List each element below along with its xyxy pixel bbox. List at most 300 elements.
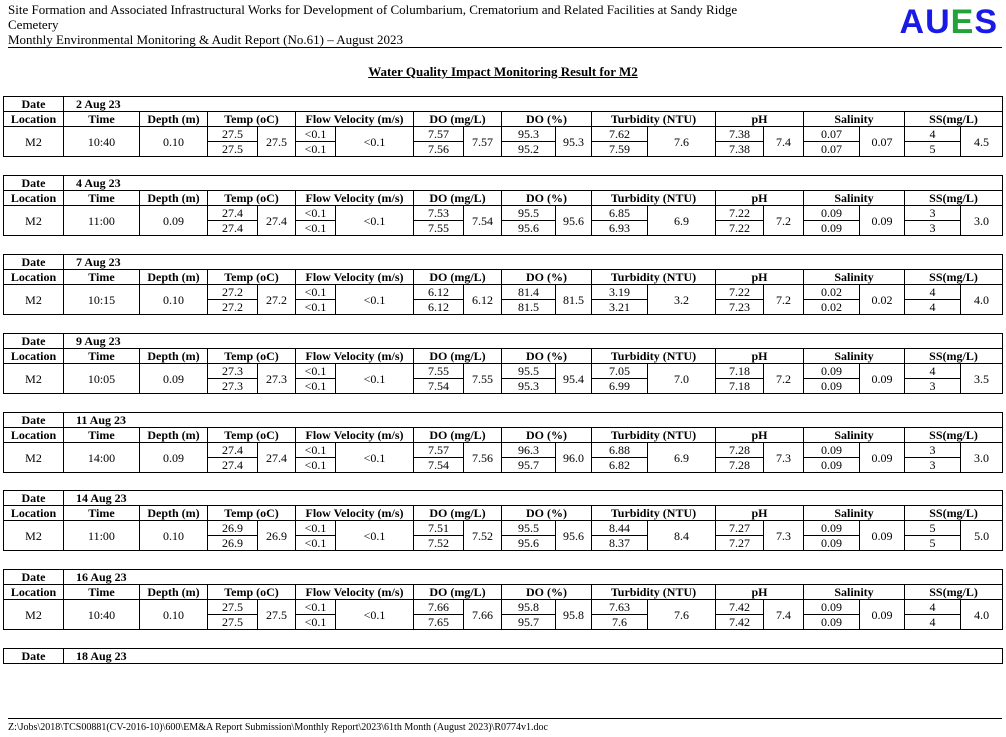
header-temp: Temp (oC) [208,585,296,600]
header-sal: Salinity [804,112,905,127]
turbidity-reading-2: 7.59 [592,142,648,157]
salinity-average: 0.07 [860,127,905,157]
header-temp: Temp (oC) [208,270,296,285]
do-mg-reading-1: 7.66 [414,600,464,615]
monitoring-record-partial [3,648,1003,664]
ph-reading-2: 7.18 [716,379,764,394]
header-do_pct: DO (%) [502,112,592,127]
do-mg-average: 7.57 [464,127,502,157]
ph-average: 7.4 [764,127,804,157]
flow-reading-2: <0.1 [296,379,336,394]
temp-average: 27.4 [258,443,296,473]
salinity-reading-2: 0.09 [804,221,860,236]
ss-reading-1: 3 [905,443,961,458]
ph-average: 7.2 [764,285,804,315]
do-mg-reading-1: 7.57 [414,443,464,458]
turbidity-reading-1: 7.62 [592,127,648,142]
record-date: 14 Aug 23 [64,491,1003,506]
logo-letter: E [950,3,975,41]
ss-reading-1: 4 [905,364,961,379]
header-location: Location [4,585,64,600]
logo-letter: A [899,3,926,41]
header-flow: Flow Velocity (m/s) [296,585,414,600]
turbidity-reading-1: 6.85 [592,206,648,221]
turbidity-reading-2: 7.6 [592,615,648,630]
turbidity-reading-1: 6.88 [592,443,648,458]
turbidity-average: 7.0 [648,364,716,394]
header-time: Time [64,191,140,206]
depth-value: 0.10 [140,285,208,315]
header-ss: SS(mg/L) [905,191,1003,206]
header-depth: Depth (m) [140,585,208,600]
flow-reading-2: <0.1 [296,458,336,473]
ss-reading-1: 3 [905,206,961,221]
flow-reading-2: <0.1 [296,536,336,551]
header-turb: Turbidity (NTU) [592,191,716,206]
header-ph: pH [716,349,804,364]
ss-reading-2: 4 [905,615,961,630]
temp-reading-1: 27.3 [208,364,258,379]
record-date: 18 Aug 23 [64,649,1003,664]
do-pct-reading-2: 95.6 [502,536,556,551]
header-turb: Turbidity (NTU) [592,428,716,443]
header-do_mg: DO (mg/L) [414,191,502,206]
header-ph: pH [716,112,804,127]
time-value: 10:15 [64,285,140,315]
ph-reading-2: 7.42 [716,615,764,630]
do-pct-average: 95.6 [556,206,592,236]
header-do_pct: DO (%) [502,506,592,521]
do-pct-reading-1: 96.3 [502,443,556,458]
time-value: 10:40 [64,127,140,157]
do-mg-reading-1: 7.51 [414,521,464,536]
header-location: Location [4,270,64,285]
monitoring-record [3,254,1003,315]
record-date: 7 Aug 23 [64,255,1003,270]
do-mg-reading-2: 6.12 [414,300,464,315]
depth-value: 0.09 [140,206,208,236]
ph-reading-2: 7.27 [716,536,764,551]
ph-average: 7.3 [764,521,804,551]
salinity-reading-1: 0.09 [804,443,860,458]
salinity-reading-1: 0.09 [804,364,860,379]
turbidity-reading-1: 7.05 [592,364,648,379]
do-mg-reading-2: 7.54 [414,379,464,394]
depth-value: 0.09 [140,443,208,473]
salinity-reading-1: 0.09 [804,521,860,536]
header-sal: Salinity [804,191,905,206]
header-sal: Salinity [804,270,905,285]
record-date: 16 Aug 23 [64,570,1003,585]
ph-reading-1: 7.28 [716,443,764,458]
header-time: Time [64,112,140,127]
header-location: Location [4,191,64,206]
turbidity-average: 8.4 [648,521,716,551]
flow-reading-1: <0.1 [296,521,336,536]
time-value: 11:00 [64,521,140,551]
header-depth: Depth (m) [140,191,208,206]
ph-reading-1: 7.22 [716,285,764,300]
logo-letter: U [925,3,951,41]
record-date: 11 Aug 23 [64,413,1003,428]
ss-reading-2: 3 [905,221,961,236]
time-value: 10:05 [64,364,140,394]
depth-value: 0.10 [140,521,208,551]
temp-average: 26.9 [258,521,296,551]
monitoring-record [3,412,1003,473]
ss-average: 4.0 [961,285,1003,315]
header-do_pct: DO (%) [502,428,592,443]
salinity-average: 0.09 [860,443,905,473]
ph-reading-1: 7.18 [716,364,764,379]
ph-reading-1: 7.42 [716,600,764,615]
temp-reading-2: 27.5 [208,142,258,157]
do-mg-reading-1: 6.12 [414,285,464,300]
header-date: Date [4,334,64,349]
temp-reading-2: 26.9 [208,536,258,551]
record-date: 4 Aug 23 [64,176,1003,191]
header-date: Date [4,491,64,506]
header-ph: pH [716,428,804,443]
do-pct-average: 95.8 [556,600,592,630]
flow-average: <0.1 [336,285,414,315]
header-divider [8,47,1002,48]
header-do_mg: DO (mg/L) [414,349,502,364]
temp-reading-1: 27.2 [208,285,258,300]
header-turb: Turbidity (NTU) [592,506,716,521]
header-do_pct: DO (%) [502,270,592,285]
do-mg-average: 6.12 [464,285,502,315]
header-ph: pH [716,506,804,521]
header-ss: SS(mg/L) [905,585,1003,600]
header-turb: Turbidity (NTU) [592,112,716,127]
temp-reading-2: 27.2 [208,300,258,315]
turbidity-reading-2: 3.21 [592,300,648,315]
ph-average: 7.3 [764,443,804,473]
ph-reading-1: 7.27 [716,521,764,536]
header-date: Date [4,649,64,664]
monitoring-record [3,490,1003,551]
header-do_mg: DO (mg/L) [414,428,502,443]
header-turb: Turbidity (NTU) [592,349,716,364]
location-value: M2 [4,521,64,551]
ss-reading-1: 4 [905,285,961,300]
header-location: Location [4,112,64,127]
ph-reading-2: 7.28 [716,458,764,473]
flow-reading-1: <0.1 [296,600,336,615]
temp-average: 27.5 [258,600,296,630]
do-mg-reading-1: 7.55 [414,364,464,379]
header-date: Date [4,97,64,112]
do-mg-average: 7.55 [464,364,502,394]
do-pct-reading-2: 95.7 [502,615,556,630]
header-depth: Depth (m) [140,349,208,364]
header-location: Location [4,349,64,364]
ph-average: 7.4 [764,600,804,630]
flow-reading-2: <0.1 [296,221,336,236]
header-ph: pH [716,585,804,600]
ss-average: 3.0 [961,206,1003,236]
salinity-reading-2: 0.09 [804,536,860,551]
do-mg-average: 7.56 [464,443,502,473]
header-time: Time [64,428,140,443]
ph-reading-1: 7.38 [716,127,764,142]
location-value: M2 [4,285,64,315]
flow-reading-2: <0.1 [296,300,336,315]
project-title-line1: Site Formation and Associated Infrastructural Works for Development of Columbarium, Crematorium and Related Facilities at Sandy Ridge [8,2,738,17]
ph-reading-2: 7.23 [716,300,764,315]
record-date: 2 Aug 23 [64,97,1003,112]
temp-reading-2: 27.5 [208,615,258,630]
header-temp: Temp (oC) [208,191,296,206]
temp-reading-1: 26.9 [208,521,258,536]
ph-reading-2: 7.38 [716,142,764,157]
aues-logo [900,2,999,42]
time-value: 10:40 [64,600,140,630]
flow-average: <0.1 [336,127,414,157]
do-pct-reading-1: 81.4 [502,285,556,300]
temp-reading-1: 27.4 [208,206,258,221]
flow-average: <0.1 [336,443,414,473]
salinity-average: 0.02 [860,285,905,315]
salinity-reading-2: 0.09 [804,379,860,394]
do-mg-reading-2: 7.56 [414,142,464,157]
turbidity-reading-2: 6.93 [592,221,648,236]
header-do_mg: DO (mg/L) [414,506,502,521]
header-temp: Temp (oC) [208,112,296,127]
do-pct-reading-1: 95.5 [502,521,556,536]
do-mg-average: 7.52 [464,521,502,551]
header-do_pct: DO (%) [502,191,592,206]
do-mg-reading-1: 7.53 [414,206,464,221]
turbidity-average: 7.6 [648,127,716,157]
do-pct-reading-2: 95.7 [502,458,556,473]
ss-reading-1: 4 [905,600,961,615]
page-title: Water Quality Impact Monitoring Result for M2 [368,64,638,79]
ph-average: 7.2 [764,364,804,394]
flow-reading-1: <0.1 [296,364,336,379]
ss-average: 3.5 [961,364,1003,394]
header-flow: Flow Velocity (m/s) [296,349,414,364]
salinity-average: 0.09 [860,600,905,630]
turbidity-reading-1: 7.63 [592,600,648,615]
do-pct-reading-1: 95.8 [502,600,556,615]
monitoring-record [3,175,1003,236]
header-depth: Depth (m) [140,428,208,443]
flow-reading-1: <0.1 [296,127,336,142]
turbidity-average: 7.6 [648,600,716,630]
salinity-reading-1: 0.02 [804,285,860,300]
ph-reading-2: 7.22 [716,221,764,236]
ph-average: 7.2 [764,206,804,236]
do-pct-reading-2: 95.6 [502,221,556,236]
salinity-reading-1: 0.07 [804,127,860,142]
temp-reading-2: 27.4 [208,458,258,473]
location-value: M2 [4,600,64,630]
ss-average: 4.0 [961,600,1003,630]
header-time: Time [64,349,140,364]
depth-value: 0.10 [140,600,208,630]
temp-reading-1: 27.5 [208,600,258,615]
header-temp: Temp (oC) [208,506,296,521]
time-value: 11:00 [64,206,140,236]
do-mg-reading-2: 7.52 [414,536,464,551]
ss-average: 4.5 [961,127,1003,157]
flow-average: <0.1 [336,521,414,551]
salinity-reading-1: 0.09 [804,600,860,615]
salinity-reading-2: 0.02 [804,300,860,315]
ss-reading-2: 3 [905,379,961,394]
salinity-reading-2: 0.09 [804,458,860,473]
header-ss: SS(mg/L) [905,112,1003,127]
salinity-reading-1: 0.09 [804,206,860,221]
header-depth: Depth (m) [140,270,208,285]
flow-average: <0.1 [336,206,414,236]
header-do_mg: DO (mg/L) [414,112,502,127]
footer-divider [8,718,1002,719]
header-ss: SS(mg/L) [905,506,1003,521]
header-do_mg: DO (mg/L) [414,585,502,600]
turbidity-reading-2: 6.99 [592,379,648,394]
temp-reading-1: 27.5 [208,127,258,142]
turbidity-average: 3.2 [648,285,716,315]
location-value: M2 [4,206,64,236]
header-ph: pH [716,191,804,206]
flow-reading-1: <0.1 [296,443,336,458]
do-pct-reading-2: 81.5 [502,300,556,315]
header-temp: Temp (oC) [208,428,296,443]
turbidity-reading-2: 8.37 [592,536,648,551]
temp-average: 27.5 [258,127,296,157]
temp-average: 27.2 [258,285,296,315]
ss-reading-2: 5 [905,142,961,157]
header-location: Location [4,428,64,443]
report-header [8,2,868,47]
header-date: Date [4,570,64,585]
location-value: M2 [4,443,64,473]
temp-average: 27.4 [258,206,296,236]
project-title-line2: Cemetery [8,17,59,32]
header-date: Date [4,176,64,191]
header-sal: Salinity [804,585,905,600]
temp-reading-1: 27.4 [208,443,258,458]
turbidity-reading-2: 6.82 [592,458,648,473]
do-mg-average: 7.66 [464,600,502,630]
header-do_pct: DO (%) [502,585,592,600]
header-location: Location [4,506,64,521]
monitoring-record [3,96,1003,157]
turbidity-reading-1: 8.44 [592,521,648,536]
turbidity-average: 6.9 [648,206,716,236]
report-subtitle: Monthly Environmental Monitoring & Audit Report (No.61) – August 2023 [8,32,404,47]
temp-average: 27.3 [258,364,296,394]
header-flow: Flow Velocity (m/s) [296,112,414,127]
do-mg-average: 7.54 [464,206,502,236]
header-time: Time [64,270,140,285]
do-mg-reading-2: 7.55 [414,221,464,236]
do-pct-average: 96.0 [556,443,592,473]
turbidity-average: 6.9 [648,443,716,473]
salinity-average: 0.09 [860,206,905,236]
flow-average: <0.1 [336,364,414,394]
temp-reading-2: 27.4 [208,221,258,236]
header-ss: SS(mg/L) [905,349,1003,364]
ss-reading-2: 3 [905,458,961,473]
header-flow: Flow Velocity (m/s) [296,270,414,285]
temp-reading-2: 27.3 [208,379,258,394]
header-depth: Depth (m) [140,112,208,127]
ss-average: 3.0 [961,443,1003,473]
do-mg-reading-2: 7.54 [414,458,464,473]
do-mg-reading-1: 7.57 [414,127,464,142]
header-depth: Depth (m) [140,506,208,521]
salinity-average: 0.09 [860,364,905,394]
depth-value: 0.09 [140,364,208,394]
logo-letter: S [974,3,998,41]
do-pct-average: 95.3 [556,127,592,157]
header-date: Date [4,413,64,428]
header-flow: Flow Velocity (m/s) [296,191,414,206]
header-do_mg: DO (mg/L) [414,270,502,285]
header-flow: Flow Velocity (m/s) [296,506,414,521]
header-turb: Turbidity (NTU) [592,270,716,285]
header-date: Date [4,255,64,270]
ss-reading-2: 5 [905,536,961,551]
salinity-reading-2: 0.09 [804,615,860,630]
monitoring-record [3,569,1003,630]
header-do_pct: DO (%) [502,349,592,364]
header-ph: pH [716,270,804,285]
time-value: 14:00 [64,443,140,473]
do-mg-reading-2: 7.65 [414,615,464,630]
flow-average: <0.1 [336,600,414,630]
header-turb: Turbidity (NTU) [592,585,716,600]
turbidity-reading-1: 3.19 [592,285,648,300]
ss-reading-1: 5 [905,521,961,536]
record-date: 9 Aug 23 [64,334,1003,349]
flow-reading-1: <0.1 [296,285,336,300]
header-sal: Salinity [804,506,905,521]
header-sal: Salinity [804,349,905,364]
depth-value: 0.10 [140,127,208,157]
do-pct-reading-1: 95.5 [502,206,556,221]
header-time: Time [64,585,140,600]
header-time: Time [64,506,140,521]
header-temp: Temp (oC) [208,349,296,364]
salinity-average: 0.09 [860,521,905,551]
do-pct-average: 95.6 [556,521,592,551]
location-value: M2 [4,127,64,157]
do-pct-average: 95.4 [556,364,592,394]
do-pct-reading-1: 95.5 [502,364,556,379]
header-ss: SS(mg/L) [905,270,1003,285]
ph-reading-1: 7.22 [716,206,764,221]
do-pct-reading-1: 95.3 [502,127,556,142]
header-flow: Flow Velocity (m/s) [296,428,414,443]
file-path-footer: Z:\Jobs\2018\TCS00881(CV-2016-10)\600\EM&A Report Submission\Monthly Report\2023\61th Month (August 2023)\R0774v1.doc [8,722,548,733]
do-pct-average: 81.5 [556,285,592,315]
do-pct-reading-2: 95.2 [502,142,556,157]
flow-reading-2: <0.1 [296,142,336,157]
ss-reading-2: 4 [905,300,961,315]
ss-reading-1: 4 [905,127,961,142]
monitoring-record [3,333,1003,394]
header-ss: SS(mg/L) [905,428,1003,443]
flow-reading-2: <0.1 [296,615,336,630]
header-sal: Salinity [804,428,905,443]
flow-reading-1: <0.1 [296,206,336,221]
location-value: M2 [4,364,64,394]
